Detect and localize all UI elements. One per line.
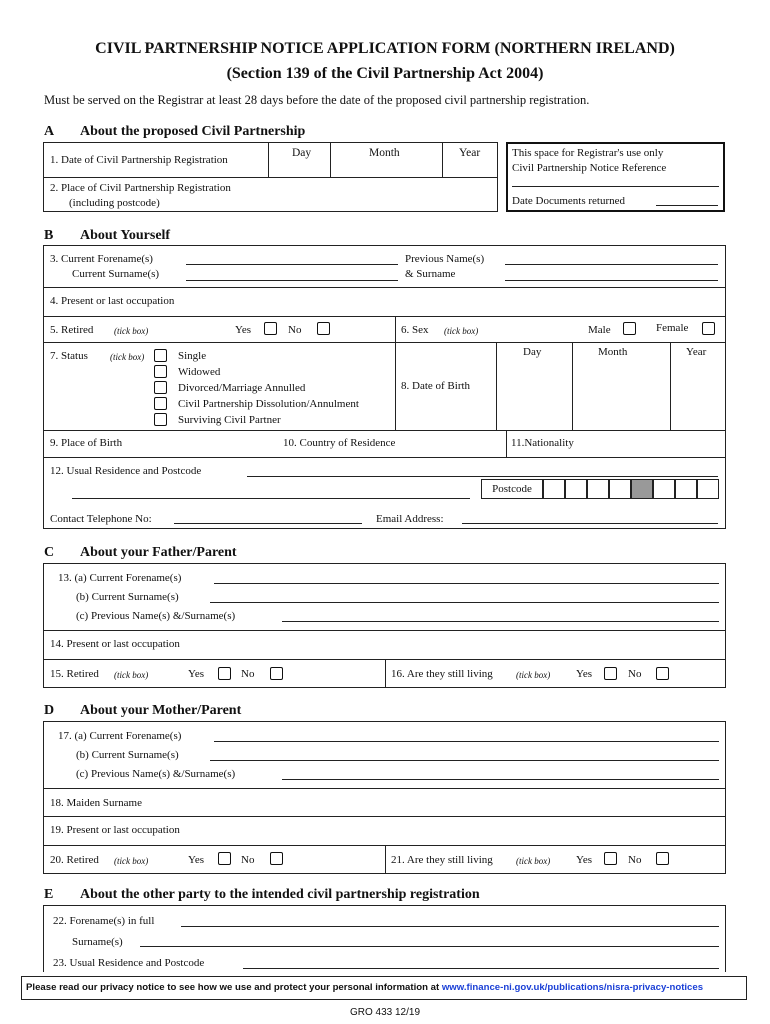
status-divorced-label: Divorced/Marriage Annulled: [178, 382, 306, 394]
status-single-label: Single: [178, 350, 207, 362]
instruction-text: Must be served on the Registrar at least 28 days before the date of the proposed civil partnership registration.: [44, 93, 590, 107]
q5-no-checkbox[interactable]: [317, 322, 330, 335]
registrar-note: This space for Registrar's use only: [512, 147, 664, 159]
q20-yes-checkbox[interactable]: [218, 852, 231, 865]
q23-input[interactable]: [243, 968, 719, 969]
q14-label: 14. Present or last occupation: [50, 638, 180, 650]
q22-label: 22. Forename(s) in full: [53, 915, 155, 927]
q17c-input[interactable]: [282, 779, 719, 780]
q16-yes-checkbox[interactable]: [604, 667, 617, 680]
q13a-input[interactable]: [214, 583, 719, 584]
q21-no-label: No: [628, 854, 642, 866]
q1-year-field[interactable]: Year: [459, 147, 481, 159]
section-a-heading: About the proposed Civil Partnership: [80, 124, 306, 139]
q23-label: 23. Usual Residence and Postcode: [53, 957, 205, 969]
q1-day-field[interactable]: Day: [292, 147, 312, 159]
q3-forename-label: 3. Current Forename(s): [50, 253, 153, 265]
q21-tick-hint: (tick box): [516, 856, 551, 866]
male-label: Male: [588, 324, 611, 336]
q11-label: 11.Nationality: [511, 437, 574, 449]
q16-label: 16. Are they still living: [391, 668, 493, 680]
q1-month-field[interactable]: Month: [369, 147, 400, 159]
prev-surname-input[interactable]: [505, 280, 718, 281]
q4-label: 4. Present or last occupation: [50, 295, 175, 307]
q17c-label: (c) Previous Name(s) &/Surname(s): [76, 768, 236, 780]
q10-label: 10. Country of Residence: [283, 437, 396, 449]
section-b-letter: B: [44, 228, 54, 243]
q3-surname-input[interactable]: [186, 280, 398, 281]
prev-name-label: Previous Name(s): [405, 253, 485, 265]
q5-label: 5. Retired: [50, 324, 94, 336]
q5-yes-checkbox[interactable]: [264, 322, 277, 335]
q6-label: 6. Sex: [401, 324, 429, 336]
dob-year-field[interactable]: Year: [686, 346, 707, 358]
dob-day-field[interactable]: Day: [523, 346, 542, 358]
postcode-label: Postcode: [481, 479, 543, 499]
q20-no-checkbox[interactable]: [270, 852, 283, 865]
q9-label: 9. Place of Birth: [50, 437, 123, 449]
section-c-heading: About your Father/Parent: [80, 545, 237, 560]
q21-yes-label: Yes: [576, 854, 593, 866]
q5-yes-label: Yes: [235, 324, 252, 336]
q2-label: 2. Place of Civil Partnership Registration: [50, 182, 231, 194]
q5-tick-hint: (tick box): [114, 326, 149, 336]
status-divorced-checkbox[interactable]: [154, 381, 167, 394]
section-b-heading: About Yourself: [80, 228, 171, 243]
q22-forename-input[interactable]: [181, 926, 719, 927]
q15-no-checkbox[interactable]: [270, 667, 283, 680]
q16-no-label: No: [628, 668, 642, 680]
q15-label: 15. Retired: [50, 668, 99, 680]
female-label: Female: [656, 322, 689, 334]
q7-label: 7. Status: [50, 350, 88, 362]
q20-yes-label: Yes: [188, 854, 205, 866]
prev-surname-label: & Surname: [405, 268, 456, 280]
female-checkbox[interactable]: [702, 322, 715, 335]
status-single-checkbox[interactable]: [154, 349, 167, 362]
q3-surname-label: Current Surname(s): [72, 268, 160, 280]
status-widowed-checkbox[interactable]: [154, 365, 167, 378]
q17a-input[interactable]: [214, 741, 719, 742]
q2-label-postcode: (including postcode): [69, 197, 160, 209]
q6-tick-hint: (tick box): [444, 326, 479, 336]
privacy-text: Please read our privacy notice to see how we use and protect your personal information at: [26, 982, 442, 993]
section-e-heading: About the other party to the intended civil partnership registration: [80, 887, 480, 902]
q20-label: 20. Retired: [50, 854, 99, 866]
q8-label: 8. Date of Birth: [401, 380, 471, 392]
status-dissolution-checkbox[interactable]: [154, 397, 167, 410]
q15-tick-hint: (tick box): [114, 670, 149, 680]
q12-label: 12. Usual Residence and Postcode: [50, 465, 202, 477]
q16-tick-hint: (tick box): [516, 670, 551, 680]
email-label: Email Address:: [376, 513, 444, 525]
telephone-label: Contact Telephone No:: [50, 513, 152, 525]
q17a-label: 17. (a) Current Forename(s): [58, 730, 182, 742]
q12-address-line2[interactable]: [72, 498, 470, 499]
q21-label: 21. Are they still living: [391, 854, 493, 866]
privacy-notice: [26, 983, 703, 993]
q22-surname-input[interactable]: [140, 946, 719, 947]
form-title: CIVIL PARTNERSHIP NOTICE APPLICATION FORM (NORTHERN IRELAND): [95, 40, 675, 57]
status-dissolution-label: Civil Partnership Dissolution/Annulment: [178, 398, 359, 410]
q1-label: 1. Date of Civil Partnership Registration: [50, 154, 228, 166]
date-docs-label: Date Documents returned: [512, 195, 626, 207]
section-c-letter: C: [44, 545, 55, 560]
q18-label: 18. Maiden Surname: [50, 797, 142, 809]
q16-yes-label: Yes: [576, 668, 593, 680]
q13a-label: 13. (a) Current Forename(s): [58, 572, 182, 584]
dob-month-field[interactable]: Month: [598, 346, 628, 358]
date-docs-line[interactable]: [656, 205, 718, 206]
status-surviving-label: Surviving Civil Partner: [178, 414, 281, 426]
male-checkbox[interactable]: [623, 322, 636, 335]
status-surviving-checkbox[interactable]: [154, 413, 167, 426]
form-code: GRO 433 12/19: [349, 1007, 421, 1018]
q19-label: 19. Present or last occupation: [50, 824, 180, 836]
q3-forename-input[interactable]: [186, 264, 398, 265]
q17b-label: (b) Current Surname(s): [76, 749, 179, 761]
q7-tick-hint: (tick box): [110, 352, 145, 362]
q17b-input[interactable]: [210, 760, 719, 761]
q20-no-label: No: [241, 854, 255, 866]
section-a-letter: A: [44, 124, 55, 139]
postcode-field[interactable]: [481, 479, 719, 499]
telephone-input[interactable]: [174, 523, 362, 524]
q21-no-checkbox[interactable]: [656, 852, 669, 865]
q15-no-label: No: [241, 668, 255, 680]
privacy-link[interactable]: www.finance-ni.gov.uk/publications/nisra-privacy-notices: [441, 982, 704, 993]
q20-tick-hint: (tick box): [114, 856, 149, 866]
email-input[interactable]: [462, 523, 718, 524]
section-e-letter: E: [44, 887, 54, 902]
q16-no-checkbox[interactable]: [656, 667, 669, 680]
q13c-label: (c) Previous Name(s) &/Surname(s): [76, 610, 236, 622]
q15-yes-label: Yes: [188, 668, 205, 680]
q21-yes-checkbox[interactable]: [604, 852, 617, 865]
section-d-letter: D: [44, 703, 55, 718]
q5-no-label: No: [288, 324, 302, 336]
q13c-input[interactable]: [282, 621, 719, 622]
q12-address-line1[interactable]: [247, 476, 718, 477]
q13b-label: (b) Current Surname(s): [76, 591, 179, 603]
q15-yes-checkbox[interactable]: [218, 667, 231, 680]
prev-name-input[interactable]: [505, 264, 718, 265]
form-subtitle: (Section 139 of the Civil Partnership Act 2004): [226, 65, 544, 82]
registrar-ref: Civil Partnership Notice Reference: [512, 162, 667, 174]
q13b-input[interactable]: [210, 602, 719, 603]
q22-surname-label: Surname(s): [72, 936, 123, 948]
status-widowed-label: Widowed: [178, 366, 221, 378]
section-d-heading: About your Mother/Parent: [80, 703, 242, 718]
